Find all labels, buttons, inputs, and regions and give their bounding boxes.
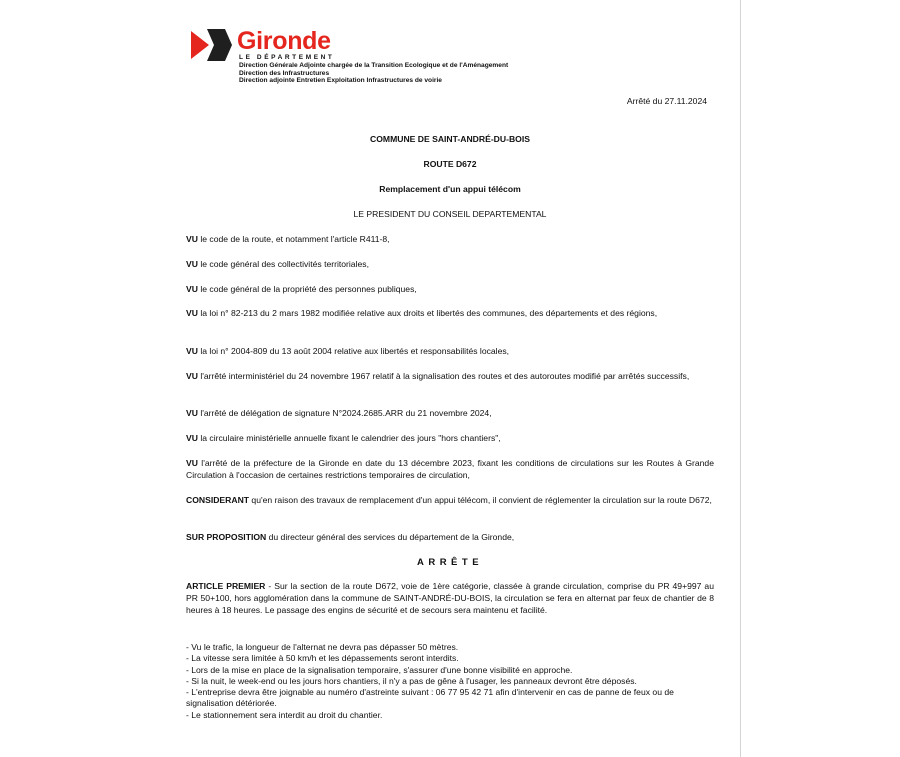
directions-block (239, 62, 508, 85)
paragraph-keyword: VU (186, 371, 198, 381)
page-edge (740, 0, 741, 757)
paragraph-keyword: SUR PROPOSITION (186, 532, 267, 542)
logo-text: Gironde (237, 27, 331, 55)
arrete-date: Arrêté du 27.11.2024 (626, 96, 707, 106)
direction-line: Direction adjointe Entretien Exploitation Infrastructures de voirie (239, 77, 442, 85)
paragraph-keyword: VU (186, 234, 198, 244)
commune-title: COMMUNE DE SAINT-ANDRÉ-DU-BOIS (370, 134, 530, 144)
paragraph-text: l'arrêté interministériel du 24 novembre 1967 relatif à la signalisation des routes et des autoroutes modifié par arrêtés successifs, (197, 371, 690, 381)
paragraph-keyword: VU (186, 346, 198, 356)
proposition-paragraph (186, 531, 714, 543)
paragraph-keyword: VU (186, 259, 198, 269)
gironde-logo-icon (191, 29, 233, 61)
logo-subtitle: LE DÉPARTEMENT (239, 54, 335, 61)
consideration-paragraph (186, 307, 714, 319)
article-bullets (186, 642, 714, 721)
paragraph-text: la loi n° 82-213 du 2 mars 1982 modifiée relative aux droits et libertés des communes, des départements et des régions, (197, 308, 658, 318)
paragraph-keyword: VU (186, 284, 198, 294)
paragraph-keyword: VU (186, 458, 198, 468)
consideration-paragraph (186, 407, 714, 419)
paragraph-text: le code général de la propriété des personnes publiques, (197, 284, 417, 294)
paragraph-text: le code général des collectivités territoriales, (197, 259, 369, 269)
direction-line: Direction des Infrastructures (239, 69, 330, 77)
paragraph-text: qu'en raison des travaux de remplacement d'un appui télécom, il convient de réglementer la circulation sur la route D672, (249, 495, 712, 505)
paragraph-keyword: VU (186, 308, 198, 318)
paragraph-text: la circulaire ministérielle annuelle fixant le calendrier des jours "hors chantiers", (197, 433, 501, 443)
paragraph-text: la loi n° 2004-809 du 13 août 2004 relative aux libertés et responsabilités locales, (197, 346, 510, 356)
arrete-heading: ARRÊTE (416, 557, 484, 568)
bullet-item: - Le stationnement sera interdit au droit du chantier. (186, 709, 383, 720)
consideration-paragraph (186, 370, 714, 382)
article-premier (186, 580, 714, 616)
bullet-item: - La vitesse sera limitée à 50 km/h et les dépassements seront interdits. (186, 653, 459, 664)
consideration-paragraph (186, 457, 714, 481)
direction-line: Direction Générale Adjointe chargée de la Transition Ecologique et de l'Aménagement (239, 62, 509, 69)
route-title: ROUTE D672 (423, 159, 477, 169)
bullet-item: - Lors de la mise en place de la signalisation temporaire, s'assurer d'une bonne visibilité en approche. (186, 664, 573, 675)
paragraph-keyword: CONSIDERANT (186, 495, 250, 505)
bullet-item: - Vu le trafic, la longueur de l'alternat ne devra pas dépasser 50 mètres. (186, 642, 459, 652)
considerant-paragraph (186, 494, 714, 506)
article-text: - Sur la section de la route D672, voie de 1ère catégorie, classée à grande circulation, comprise du PR 49+997 au PR 50+100, hors agglomération dans la commune de SAINT-ANDRÉ-DU-BOIS, la circulation se fera en alternat par feux de chantier de 8 heures à 18 heures. Le passage des engins de sécurité et de secours sera maintenu et facilité. (186, 581, 714, 615)
bullet-item: - L'entreprise devra être joignable au numéro d'astreinte suivant : 06 77 95 42 71 afin d'intervenir en cas de panne de feux ou de signalisation détériorée. (186, 687, 674, 709)
consideration-paragraph (186, 233, 714, 245)
subject-title: Remplacement d'un appui télécom (379, 184, 521, 194)
paragraph-text: du directeur général des services du département de la Gironde, (266, 532, 515, 542)
consideration-paragraph (186, 345, 714, 357)
president-title: LE PRESIDENT DU CONSEIL DEPARTEMENTAL (353, 209, 547, 219)
bullet-item: - Si la nuit, le week-end ou les jours hors chantiers, il n'y a pas de gêne à l'usager, les panneaux devront être déposés. (186, 675, 637, 686)
consideration-paragraph (186, 258, 714, 270)
paragraph-keyword: VU (186, 433, 198, 443)
paragraph-text: le code de la route, et notamment l'article R411-8, (197, 234, 390, 244)
article-keyword: ARTICLE PREMIER (186, 581, 266, 591)
paragraph-text: l'arrêté de délégation de signature N°2024.2685.ARR du 21 novembre 2024, (197, 408, 492, 418)
paragraph-keyword: VU (186, 408, 198, 418)
consideration-paragraph (186, 432, 714, 444)
paragraph-text: l'arrêté de la préfecture de la Gironde en date du 13 décembre 2023, fixant les conditions de circulations sur les Routes à Grande Circulation à l'occasion de certaines restrictions temporaires de circulation, (186, 458, 714, 480)
consideration-paragraph (186, 283, 714, 295)
